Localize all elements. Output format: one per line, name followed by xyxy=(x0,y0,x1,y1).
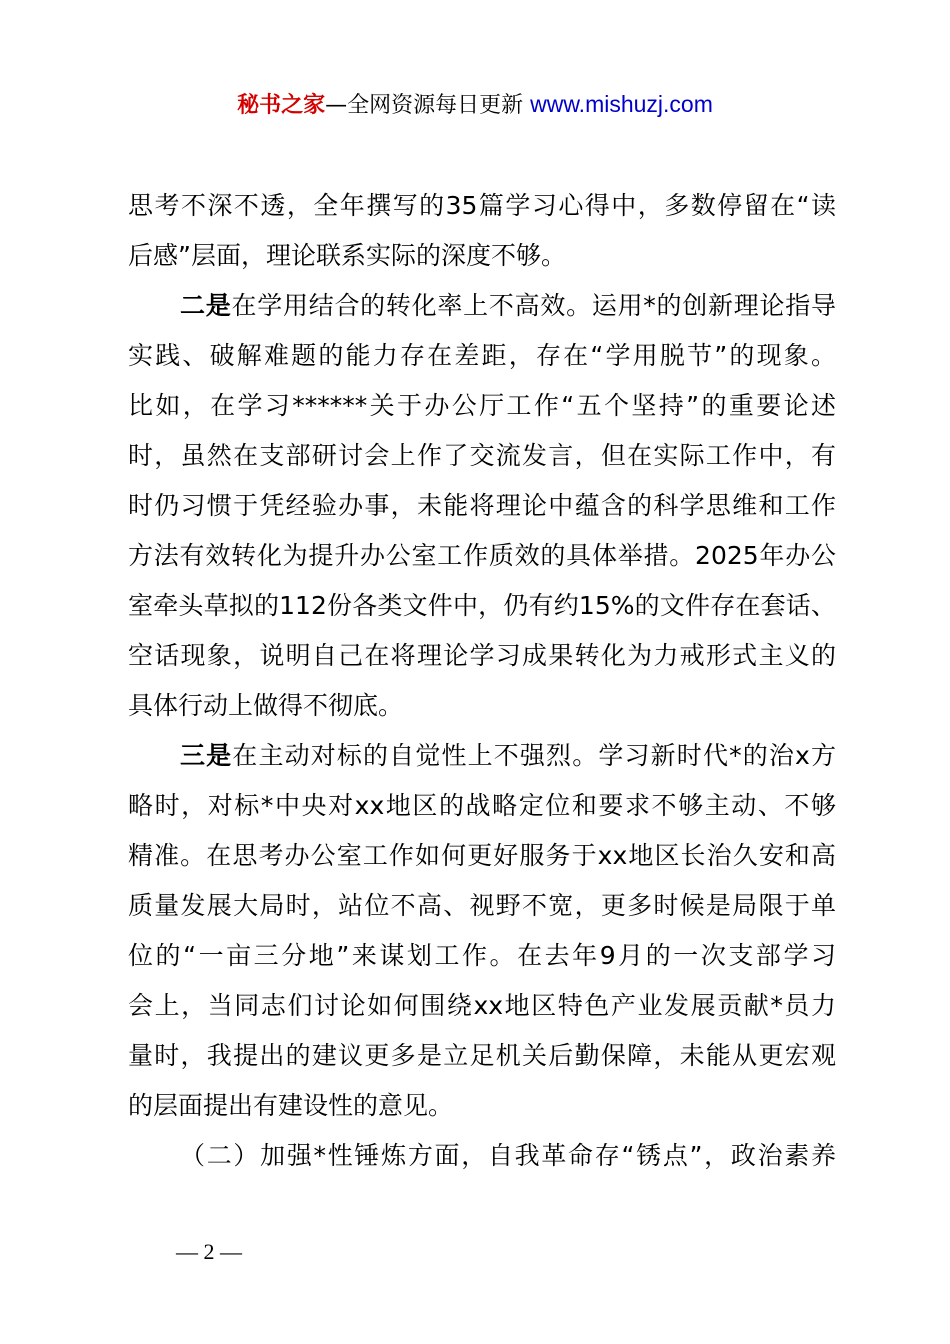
text-line: 量时，我提出的建议更多是立足机关后勤保障，未能从更宏观 xyxy=(128,1041,836,1070)
text-line: 在学用结合的转化率上不高效。运用*的创新理论指导 xyxy=(231,291,836,320)
text-line: 后感”层面，理论联系实际的深度不够。 xyxy=(128,241,566,270)
text-line: 思考不深不透，全年撰写的35篇学习心得中，多数停留在“读 xyxy=(128,191,836,220)
page-number: — 2 — xyxy=(176,1239,242,1264)
paragraph-start-line xyxy=(128,731,836,781)
text-line: 方法有效转化为提升办公室工作质效的具体举措。2025年办公 xyxy=(128,541,836,570)
point-lead-three: 三是 xyxy=(180,741,233,770)
text-line: 的层面提出有建设性的意见。 xyxy=(128,1091,454,1120)
header-brand: 秘书之家 xyxy=(237,93,326,118)
document-body xyxy=(128,181,836,1181)
text-line: 时，虽然在支部研讨会上作了交流发言，但在实际工作中，有 xyxy=(128,441,836,470)
section-heading-line: （二）加强*性锤炼方面，自我革命存“锈点”，政治素养 xyxy=(180,1141,836,1170)
text-line: 位的“一亩三分地”来谋划工作。在去年9月的一次支部学习 xyxy=(128,941,836,970)
paragraph-start-line xyxy=(128,281,836,331)
header-url-link[interactable]: www.mishuzj.com xyxy=(530,91,713,117)
text-line: 比如，在学习******关于办公厅工作“五个坚持”的重要论述 xyxy=(128,391,836,420)
text-line: 在主动对标的自觉性上不强烈。学习新时代*的治x方 xyxy=(232,741,836,770)
page-header xyxy=(0,86,950,124)
header-text: —全网资源每日更新 xyxy=(325,93,531,118)
text-line: 时仍习惯于凭经验办事，未能将理论中蕴含的科学思维和工作 xyxy=(128,491,836,520)
point-lead-two: 二是 xyxy=(180,291,232,320)
text-line: 会上，当同志们讨论如何围绕xx地区特色产业发展贡献*员力 xyxy=(128,991,836,1020)
text-line: 略时，对标*中央对xx地区的战略定位和要求不够主动、不够 xyxy=(128,791,836,820)
text-line: 室牵头草拟的112份各类文件中，仍有约15%的文件存在套话、 xyxy=(128,591,836,620)
text-line: 质量发展大局时，站位不高、视野不宽，更多时候是局限于单 xyxy=(128,891,836,920)
text-line: 精准。在思考办公室工作如何更好服务于xx地区长治久安和高 xyxy=(128,841,836,870)
text-line: 具体行动上做得不彻底。 xyxy=(128,691,404,720)
text-line: 空话现象，说明自己在将理论学习成果转化为力戒形式主义的 xyxy=(128,641,836,670)
text-line: 实践、破解难题的能力存在差距，存在“学用脱节”的现象。 xyxy=(128,341,836,370)
